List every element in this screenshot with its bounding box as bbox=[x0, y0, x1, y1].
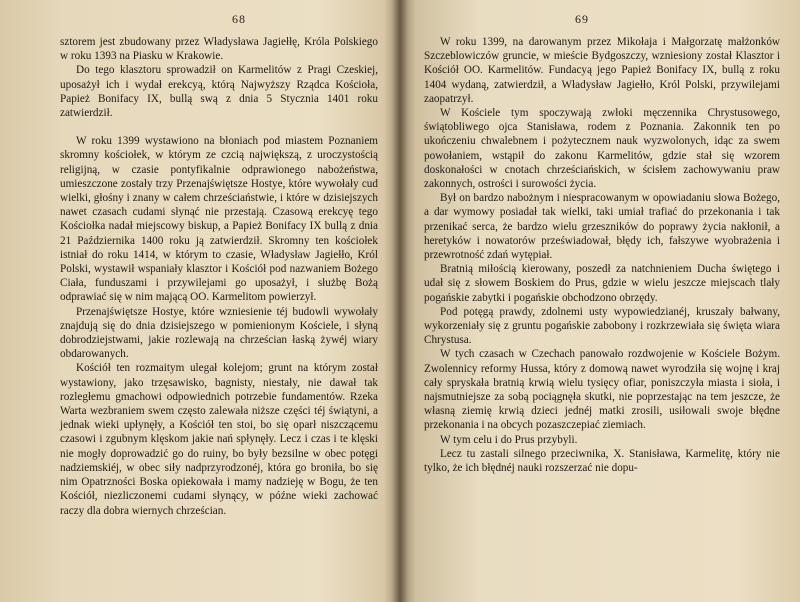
paragraph: W roku 1399, na darowanym przez Mikołaja i Małgorzatę małżonków Szczeblowiczów gruncie, w mieście Bydgoszczy, wzniesiony został Klasztor i Kościół OO. Karmelitów. Fundacyą jego Papież Bonifacy IX, bullą z roku 1404 wydaną, zatwierdził, a Władysław Jagiełło, Król Polski, przywilejami zaopatrzył. bbox=[424, 36, 780, 105]
paragraph: Kościół ten rozmaitym ulegał kolejom; grunt na którym został wystawiony, jako trzęsawisko, bagnisty, niestały, nie dawał tak rozległemu gmachowi odpowiednich potrzebie fundamentów. Rzeka Warta wezbraniem swem często zalewała niższe części téj świątyni, a jednak wieki upłynęły, a Kościół ten stoi, bo się oparł niszczącemu czasowi i zgubnym klęskom jakie nań spłynęły. Lecz i czas i te klęski nie mogły doprowadzić go do ruiny, bo były bezsilne w obec potęgi nadziemskiéj, w obec siły nadprzyrodzonéj, która go broniła, bo się nim Opatrzności Boska opiekowała i mamy nadzieję w Bogu, że ten Kościół, niezliczonemi cudami słynący, w późne wieki zachować raczy dla dobra wiernych chrześcian. bbox=[60, 362, 378, 517]
paragraph: Do tego klasztoru sprowadził on Karmelitów z Pragi Czeskiej, uposażył ich i wydał erekcyą, którą Najwyższy Rządca Kościoła, Papież Bonifacy IX, bullą swą z dnia 5 Stycznia 1401 roku zatwierdził. bbox=[60, 64, 378, 120]
paragraph: W tym celu i do Prus przybyli. bbox=[440, 433, 578, 446]
right-page bbox=[400, 0, 800, 602]
paragraph: Bratnią miłością kierowany, poszedł za natchnieniem Ducha świętego i udał się z słowem Boskiem do Prus, gdzie w wielu jeszcze miejscach tlały pogańskie zabytki i pogańskie obchodzono obrzędy. bbox=[424, 263, 780, 304]
paragraph: Lecz tu zastali silnego przeciwnika, X. Stanisława, Karmelitę, który nie tylko, że ich błędnéj nauki rozszerzać nie dopu- bbox=[424, 447, 780, 475]
right-page-text bbox=[424, 35, 780, 475]
left-page-text bbox=[60, 35, 378, 518]
page-number-right: 69 bbox=[575, 12, 589, 26]
paragraph: Przenajświętsze Hostye, które wzniesienie téj budowli wywołały znajdują się do dnia dzisiejszego w pomienionym Kościele, i słyną dobrodziejstwami, jakie rozlewają na chrześcian łaską żywéj wiary obdarowanych. bbox=[60, 305, 378, 361]
paragraph: Pod potęgą prawdy, zdolnemi usty wypowiedzianéj, kruszały bałwany, wykorzeniały się z gruntu pogańskie zabobony i rozkrzewiała się święta wiara Chrystusa. bbox=[424, 305, 780, 347]
paragraph: sztorem jest zbudowany przez Władysława Jagiełłę, Króla Polskiego w roku 1393 na Piasku w Krakowie. bbox=[60, 36, 378, 63]
paragraph: Był on bardzo nabożnym i niespracowanym w opowiadaniu słowa Bożego, a dar wymowy posiadał tak wielki, taki umiał trafiać do przekonania i tak przenikać serca, że bardzo wielu grzeszników do poprawy życia nakłonił, a heretyków i nowatorów przeświadował, błędy ich, fałszywe wyobrażenia i przewrotność zdań wytępiał. bbox=[424, 192, 780, 262]
paragraph: W roku 1399 wystawiono na błoniach pod miastem Poznaniem skromny kościołek, w którym ze czcią największą, z uroczystością religijną, w czasie pontyfikalnie odprawionego nabożeństwa, umieszczone zostały trzy Przenajświętsze Hostye, które wywołały cud wielki, głośny i znany w całem chrześciaństwie, i które w dzisiejszych nawet czasach cudami słynąć nie przestają. Czasową erekcyę tego Kościołka nadał miejscowy biskup, a Papież Bonifacy IX bullą z dnia 21 Października 1400 roku ją zatwierdził. Skromny ten kościołek istniał do roku 1414, w którym to czasie, Władysław Jagiełło, Król Polski, wystawił wspaniały klasztor i Kościół pod nazwaniem Bożego Ciała, funduszami i przywilejami go uposażył, i służbę Bożą odprawiać się w nim mającą OO. Karmelitom powierzył. bbox=[60, 135, 378, 304]
page-number-left: 68 bbox=[232, 12, 246, 26]
paragraph: W Kościele tym spoczywają zwłoki męczennika Chrystusowego, świątobliwego ojca Stanisława, rodem z Poznania. Zakonnik ten po ukończeniu chwalebnem i pożytecznem nauk wyzwolonych, idąc za swem powołaniem, wstąpił do zakonu Karmelitów, gdzie stał się wzorem doskonałości w cnotach chrześciańskich, w ścisłem zachowywaniu praw zakonnych, ostrości i surowości życia. bbox=[424, 107, 780, 191]
paragraph: W tych czasach w Czechach panowało rozdwojenie w Kościele Bożym. Zwolennicy reformy Hussa, który z domową nawet wyrodziła się wojnę i kraj cały spryskała bratnią krwią wielu tysięcy ofiar, poniszczyła miasta i sioła, i najsmutniejsze za sobą pociągnęła skutki, nie poprzestając na tem jeszcze, że własną ziemię krwią dzieci jednéj matki zrosili, usiłowali swoje błędne przekonania i na obcych pozaszczepiać ziemiach. bbox=[424, 348, 780, 432]
